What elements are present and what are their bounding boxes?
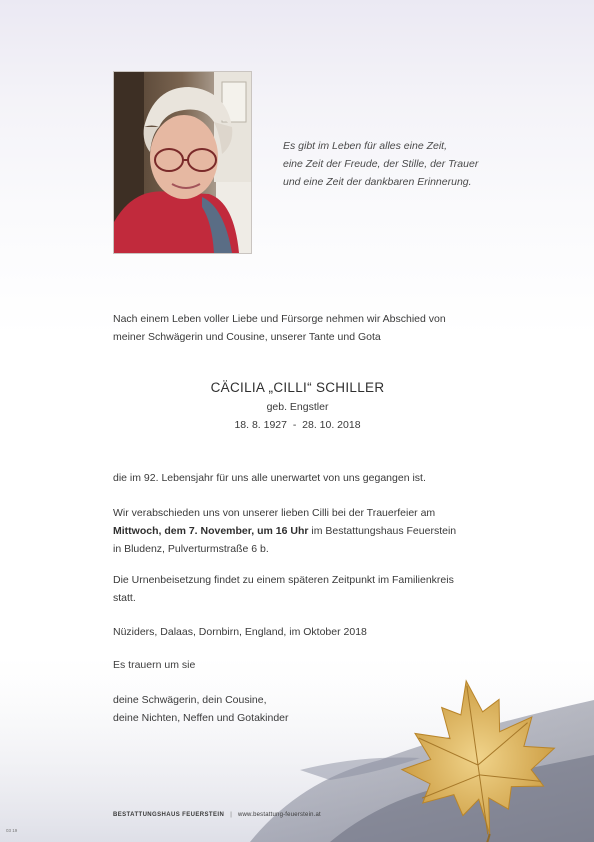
print-code: 03 19 xyxy=(6,828,18,833)
memorial-quote xyxy=(283,137,523,191)
life-dates: 18. 8. 1927 - 28. 10. 2018 xyxy=(234,419,361,431)
mourners-line: deine Schwägerin, dein Cousine, xyxy=(113,694,267,706)
mourners-paragraph xyxy=(113,691,493,727)
ceremony-address: in Bludenz, Pulverturmstraße 6 b. xyxy=(113,543,269,555)
ceremony-line-2 xyxy=(113,522,493,540)
age-paragraph xyxy=(113,469,493,487)
ceremony-datetime: Mittwoch, dem 7. November, um 16 Uhr xyxy=(113,525,309,537)
ceremony-location: im Bestattungshaus Feuerstein xyxy=(308,525,457,537)
footer xyxy=(113,812,321,818)
footer-separator: | xyxy=(230,812,232,818)
intro-line: meiner Schwägerin und Cousine, unserer Tante und Gota xyxy=(113,331,381,343)
ceremony-line: Wir verabschieden uns von unserer lieben Cilli bei der Trauerfeier am xyxy=(113,507,436,519)
quote-line: Es gibt im Leben für alles eine Zeit, xyxy=(283,140,448,152)
urn-line: Die Urnenbeisetzung findet zu einem späteren Zeitpunkt im Familienkreis xyxy=(113,574,454,586)
deceased-block xyxy=(113,378,482,434)
age-line: die im 92. Lebensjahr für uns alle unerwartet von uns gegangen ist. xyxy=(113,472,426,484)
ceremony-paragraph xyxy=(113,504,493,558)
deceased-name: CÄCILIA „CILLI“ SCHILLER xyxy=(210,380,385,395)
footer-website[interactable]: www.bestattung-feuerstein.at xyxy=(237,812,321,818)
quote-line: und eine Zeit der dankbaren Erinnerung. xyxy=(283,176,472,188)
quote-line: eine Zeit der Freude, der Stille, der Trauer xyxy=(283,158,479,170)
footer-brand: BESTATTUNGSHAUS FEUERSTEIN xyxy=(113,812,225,818)
maiden-name: geb. Engstler xyxy=(266,401,329,413)
urn-paragraph xyxy=(113,571,493,607)
portrait-photo xyxy=(113,71,252,254)
mourners-line: deine Nichten, Neffen und Gotakinder xyxy=(113,712,289,724)
place-date-line: Nüziders, Dalaas, Dornbirn, England, im Oktober 2018 xyxy=(113,626,367,638)
urn-line: statt. xyxy=(113,592,136,604)
place-date xyxy=(113,623,493,641)
intro-line: Nach einem Leben voller Liebe und Fürsorge nehmen wir Abschied von xyxy=(113,313,446,325)
intro-text xyxy=(113,310,493,346)
